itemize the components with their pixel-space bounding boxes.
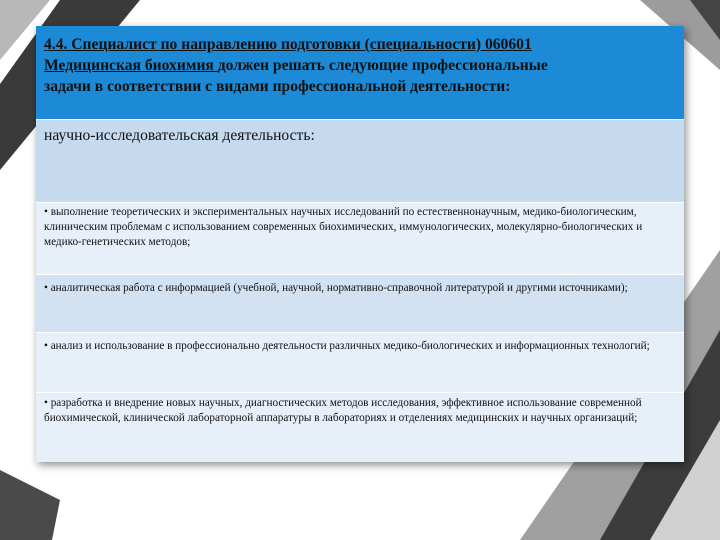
header-line2-rest: должен решать следующие профессиональные — [217, 57, 548, 74]
list-item — [36, 392, 684, 462]
list-item-text: • выполнение теоретических и экспериментальных научных исследований по естественнонаучным, медико-биологическим, клиническим проблемам с использованием современных биохимических, иммунологических, молекулярно-биологических и медико-генетических методов; — [44, 206, 643, 248]
header-title — [44, 34, 676, 97]
header-line3: задачи в соответствии с видами профессиональной деятельности: — [44, 78, 511, 95]
list-item — [36, 332, 684, 392]
header-line2-underlined: Медицинская биохимия — [44, 57, 218, 74]
list-item-text: • анализ и использование в профессионально деятельности различных медико-биологических и информационных технологий; — [44, 340, 650, 352]
list-item-text: • разработка и внедрение новых научных, диагностических методов исследования, эффективное использование современной биохимической, клинической лабораторной аппаратуры в лабораториях и отделениях медицинских и научных организаций; — [44, 397, 642, 424]
section-title-row — [36, 119, 684, 202]
list-item — [36, 274, 684, 332]
list-item-text: • аналитическая работа с информацией (учебной, научной, нормативно-справочной литературой и другими источниками); — [44, 282, 628, 294]
header-block — [36, 26, 684, 119]
content-card — [36, 26, 684, 462]
bottom-left-stripe — [0, 470, 60, 540]
header-line1: 4.4. Специалист по направлению подготовки (специальности) 060601 — [44, 36, 532, 53]
list-item — [36, 202, 684, 274]
section-title: научно-исследовательская деятельность: — [44, 127, 315, 144]
